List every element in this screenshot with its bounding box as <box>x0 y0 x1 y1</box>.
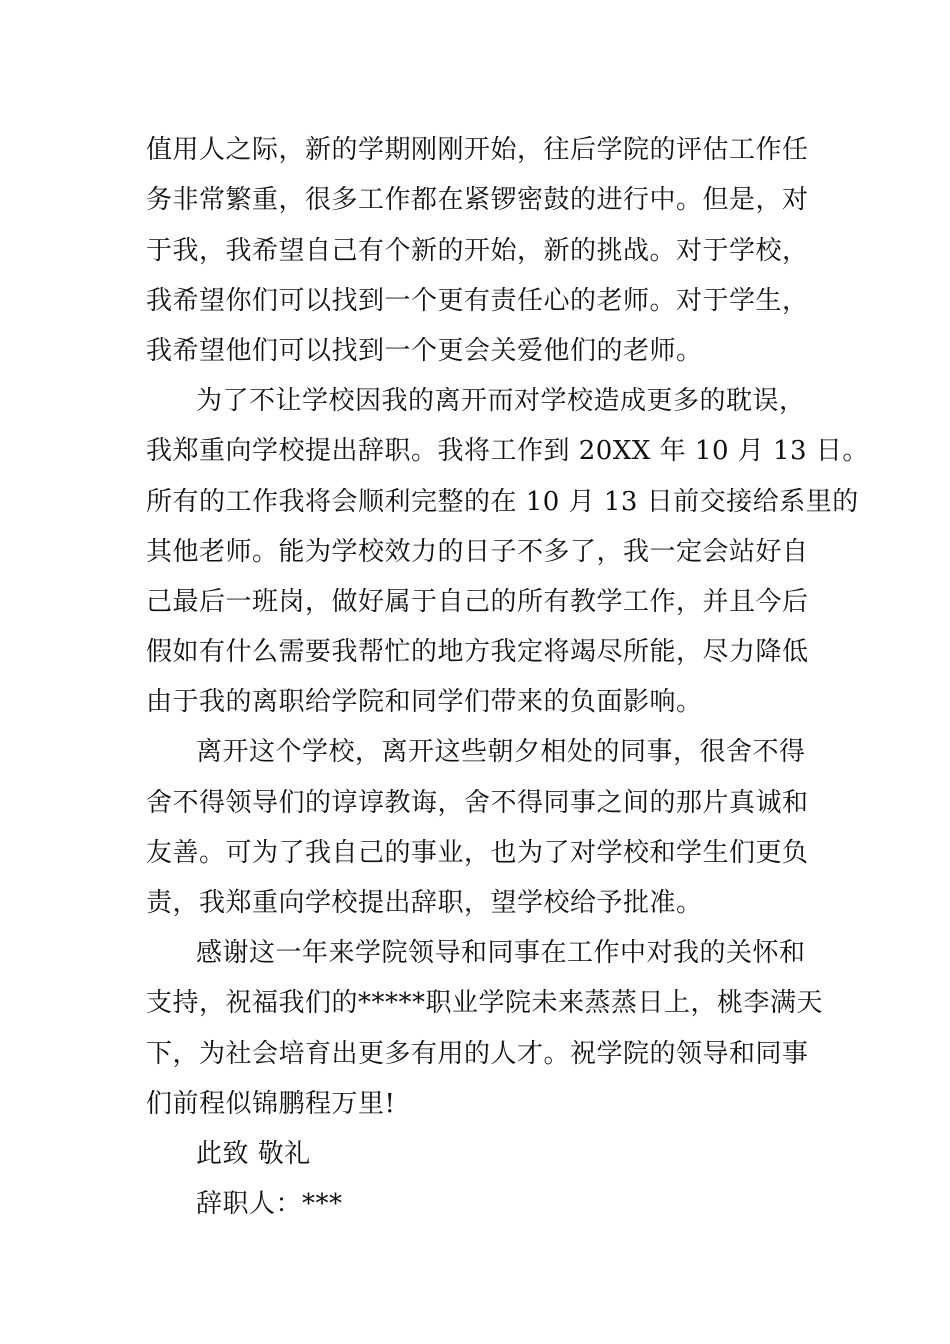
text-line: 于我，我希望自己有个新的开始，新的挑战。对于学校， <box>146 236 809 266</box>
paragraph-start-line: 为了不让学校因我的离开而对学校造成更多的耽误， <box>196 386 806 416</box>
closing-salutation: 此致 敬礼 <box>196 1139 311 1169</box>
text-line: 友善。可为了我自己的事业，也为了对学校和学生们更负 <box>146 838 809 868</box>
text-line: 假如有什么需要我帮忙的地方我定将竭尽所能，尽力降低 <box>146 637 809 667</box>
text-line: 己最后一班岗，做好属于自己的所有教学工作，并且今后 <box>146 587 809 617</box>
text-line: 值用人之际，新的学期刚刚开始，往后学院的评估工作任 <box>146 135 809 165</box>
text-line: 我郑重向学校提出辞职。我将工作到 20XX 年 10 月 13 日。 <box>146 436 869 466</box>
paragraph-start-line: 离开这个学校，离开这些朝夕相处的同事，很舍不得 <box>196 737 806 767</box>
paragraph-start-line: 感谢这一年来学院领导和同事在工作中对我的关怀和 <box>196 938 806 968</box>
text-line: 由于我的离职给学院和同学们带来的负面影响。 <box>146 687 703 717</box>
text-line: 我希望他们可以找到一个更会关爱他们的老师。 <box>146 336 703 366</box>
text-line: 责，我郑重向学校提出辞职，望学校给予批准。 <box>146 888 703 918</box>
signature-line: 辞职人：*** <box>196 1189 343 1219</box>
text-line: 我希望你们可以找到一个更有责任心的老师。对于学生， <box>146 286 809 316</box>
text-line: 们前程似锦鹏程万里! <box>146 1089 396 1119</box>
text-line: 舍不得领导们的谆谆教诲，舍不得同事之间的那片真诚和 <box>146 788 809 818</box>
text-line: 其他老师。能为学校效力的日子不多了，我一定会站好自 <box>146 537 809 567</box>
text-line: 下，为社会培育出更多有用的人才。祝学院的领导和同事 <box>146 1039 809 1069</box>
text-line: 所有的工作我将会顺利完整的在 10 月 13 日前交接给系里的 <box>146 487 859 517</box>
text-line: 支持，祝福我们的*****职业学院未来蒸蒸日上，桃李满天 <box>146 988 824 1018</box>
text-line: 务非常繁重，很多工作都在紧锣密鼓的进行中。但是，对 <box>146 185 809 215</box>
